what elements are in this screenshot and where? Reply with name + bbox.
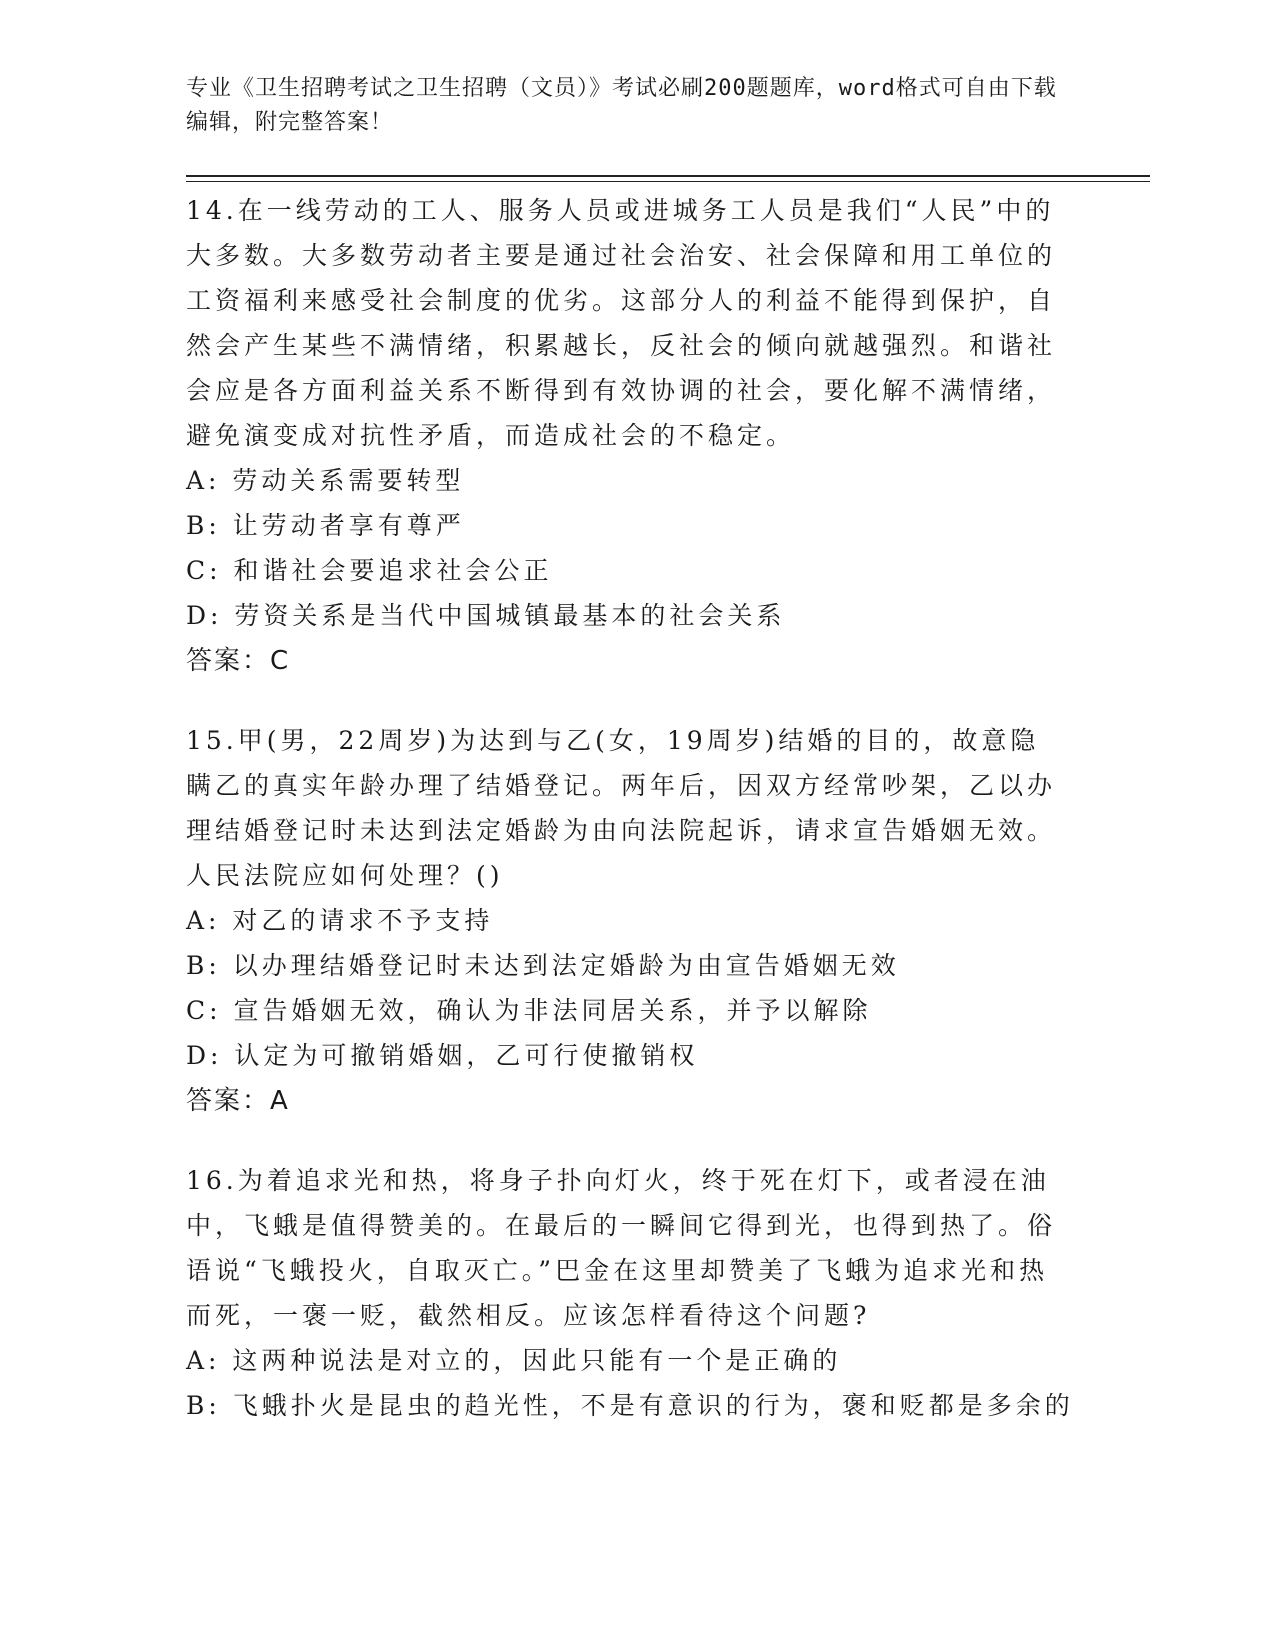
- option-b: B: 以办理结婚登记时未达到法定婚龄为由宣告婚姻无效: [186, 951, 900, 980]
- option-c: C: 宣告婚姻无效，确认为非法同居关系，并予以解除: [186, 996, 872, 1025]
- question-stem: 15.甲(男，22周岁)为达到与乙(女，19周岁)结婚的目的，故意隐瞒乙的真实年龄办理了结婚登记。两年后，因双方经常吵架，乙以办理结婚登记时未达到法定婚龄为由向法院起诉，请求宣告婚姻无效。人民法院应如何处理？(): [186, 726, 1057, 890]
- answer-label: 答案：A: [186, 1086, 290, 1116]
- document-header: 专业《卫生招聘考试之卫生招聘（文员）》考试必刷200题题库，word格式可自由下载编辑，附完整答案！: [186, 76, 1057, 135]
- option-a: A: 这两种说法是对立的，因此只能有一个是正确的: [186, 1346, 842, 1375]
- question-stem: 14.在一线劳动的工人、服务人员或进城务工人员是我们“人民”中的大多数。大多数劳动者主要是通过社会治安、社会保障和用工单位的工资福利来感受社会制度的优劣。这部分人的利益不能得到保护，自然会产生某些不满情绪，积累越长，反社会的倾向就越强烈。和谐社会应是各方面利益关系不断得到有效协调的社会，要化解不满情绪，避免演变成对抗性矛盾，而造成社会的不稳定。: [186, 196, 1057, 450]
- question-15: [186, 718, 1066, 1124]
- header-rule-thick: [186, 175, 1150, 177]
- header-rule-thin: [186, 181, 1150, 182]
- option-d: D: 认定为可撤销婚姻，乙可行使撤销权: [186, 1041, 699, 1070]
- question-list: [186, 188, 1074, 1462]
- option-c: C: 和谐社会要追求社会公正: [186, 556, 553, 585]
- question-14: [186, 188, 1066, 684]
- option-d: D: 劳资关系是当代中国城镇最基本的社会关系: [186, 601, 786, 630]
- option-b: B: 飞蛾扑火是昆虫的趋光性，不是有意识的行为，褒和贬都是多余的: [186, 1391, 1074, 1420]
- option-a: A: 对乙的请求不予支持: [186, 906, 494, 935]
- question-16: [186, 1158, 1074, 1428]
- option-b: B: 让劳动者享有尊严: [186, 511, 465, 540]
- answer-label: 答案：C: [186, 646, 291, 676]
- question-stem: 16.为着追求光和热，将身子扑向灯火，终于死在灯下，或者浸在油中，飞蛾是值得赞美的。在最后的一瞬间它得到光，也得到热了。俗语说“飞蛾投火，自取灭亡。”巴金在这里却赞美了飞蛾为追求光和热而死，一褒一贬，截然相反。应该怎样看待这个问题?: [186, 1166, 1057, 1330]
- option-a: A: 劳动关系需要转型: [186, 466, 465, 495]
